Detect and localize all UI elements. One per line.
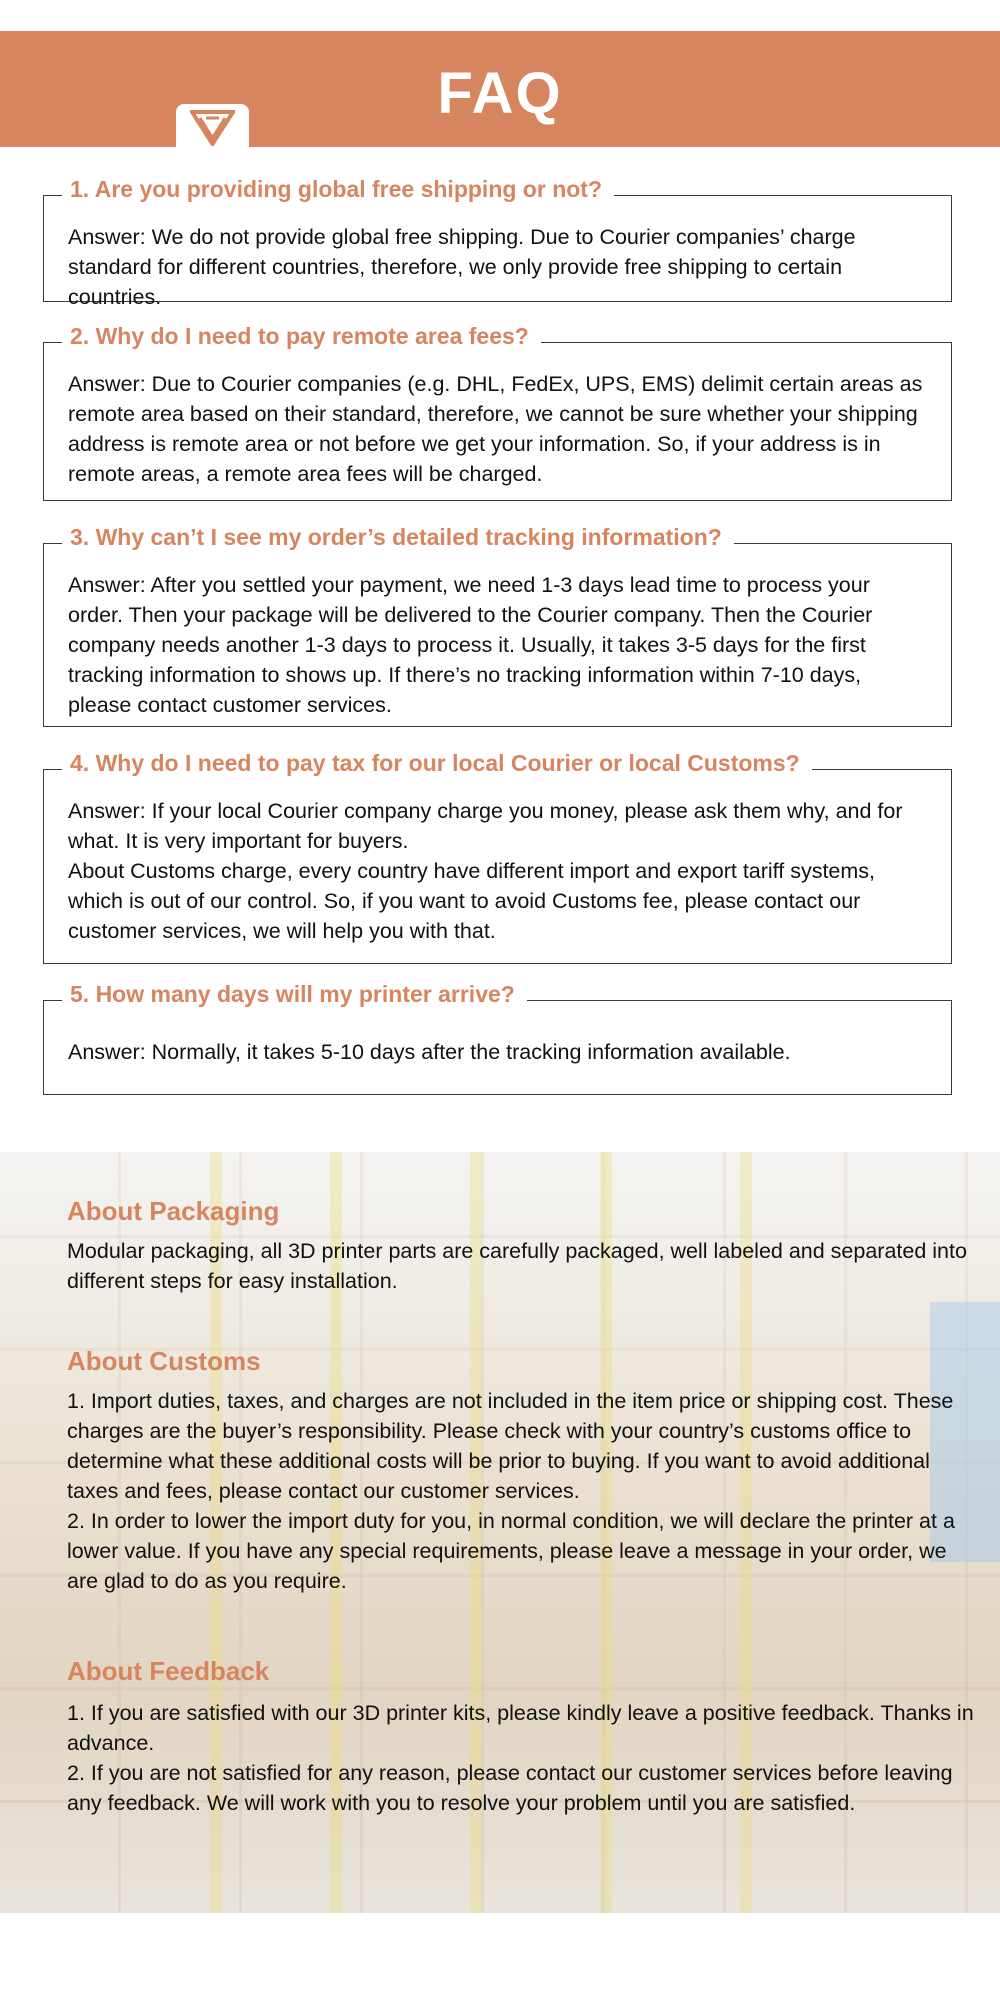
about-packaging-text: Modular packaging, all 3D printer parts are carefully packaged, well labeled and separated into different steps for easy installation. [67, 1239, 967, 1293]
faq-item-2 [43, 323, 952, 501]
faq-question: 5. How many days will my printer arrive? [62, 979, 527, 1009]
about-customs-title: About Customs [67, 1346, 261, 1376]
page-title: FAQ [437, 61, 563, 126]
about-feedback-paragraph: 2. If you are not satisfied for any reason, please contact our customer services before leaving any feedback. We will work with you to resolve your problem until you are satisfied. [67, 1761, 953, 1815]
tarantula-logo-icon [190, 110, 235, 146]
faq-item-3 [43, 524, 952, 727]
faq-answer: Answer: After you settled your payment, we need 1-3 days lead time to process your order. Then your package will be delivered to the Courier company. Then the Courier company needs another 1-3 days to process it. Usually, it takes 3-5 days for the first tracking information to shows up. If there’s no tracking information within 7-10 days, please contact customer services. [68, 573, 873, 717]
faq-answer: Answer: If your local Courier company charge you money, please ask them why, and for what. It is very important for buyers. [68, 799, 903, 853]
faq-item-5 [43, 981, 952, 1095]
about-section [0, 1152, 1000, 1913]
faq-answer: Answer: Normally, it takes 5-10 days after the tracking information available. [68, 1040, 791, 1064]
faq-banner [0, 31, 1000, 147]
faq-question: 2. Why do I need to pay remote area fees? [62, 321, 541, 351]
about-feedback-title: About Feedback [67, 1656, 270, 1686]
about-customs-paragraph: 2. In order to lower the import duty for you, in normal condition, we will declare the printer at a lower value. If you have any special requirements, please leave a message in your order, we are glad to do as you require. [67, 1509, 955, 1593]
about-packaging-title: About Packaging [67, 1196, 280, 1226]
faq-answer: Answer: Due to Courier companies (e.g. DHL, FedEx, UPS, EMS) delimit certain areas as remote area based on their standard, therefore, we cannot be sure whether your shipping address is remote area or not before we get your information. So, if your address is in remote areas, a remote area fees will be charged. [68, 372, 923, 486]
faq-item-1 [43, 176, 952, 309]
faq-question: 4. Why do I need to pay tax for our local Courier or local Customs? [62, 748, 812, 778]
about-customs-paragraph: 1. Import duties, taxes, and charges are not included in the item price or shipping cost. These charges are the buyer’s responsibility. Please check with your country’s customs office to determine what these additional costs will be prior to buying. If you want to avoid additional taxes and fees, please contact our customer services. [67, 1389, 954, 1503]
faq-question: 3. Why can’t I see my order’s detailed tracking information? [62, 522, 734, 552]
logo-tab [176, 104, 249, 150]
about-customs-text [67, 1386, 980, 1596]
about-feedback-paragraph: 1. If you are satisfied with our 3D printer kits, please kindly leave a positive feedback. Thanks in advance. [67, 1701, 974, 1755]
faq-answer-group [68, 796, 927, 946]
faq-answer: Answer: We do not provide global free shipping. Due to Courier companies’ charge standard for different countries, therefore, we only provide free shipping to certain countries. [68, 225, 856, 309]
faq-question: 1. Are you providing global free shipping or not? [62, 174, 614, 204]
faq-answer: About Customs charge, every country have different import and export tariff systems, which is out of our control. So, if you want to avoid Customs fee, please contact our customer services, we will help you with that. [68, 859, 876, 943]
faq-item-4 [43, 750, 952, 964]
about-feedback-text [67, 1698, 980, 1818]
